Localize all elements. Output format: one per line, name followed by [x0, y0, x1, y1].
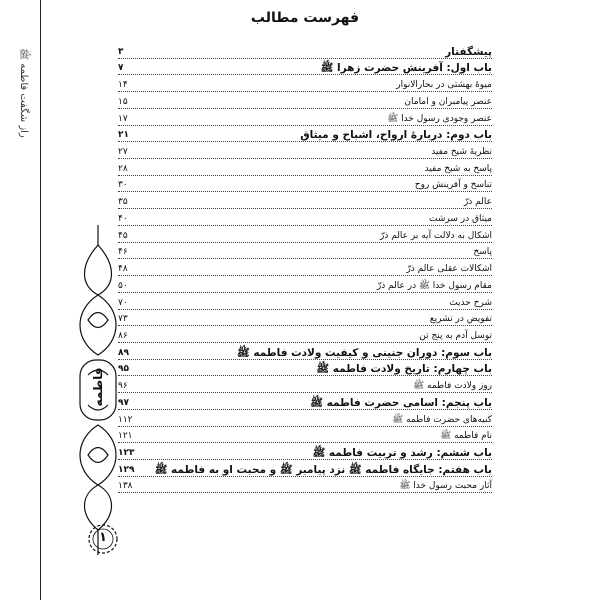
- toc-entry-title: نظریهٔ شیخ مفید: [431, 147, 492, 158]
- toc-entry-page: ۴۵: [118, 230, 128, 241]
- toc-entry-page: ۴۸: [118, 264, 128, 275]
- toc-entry-title: شرح حدیث: [449, 297, 492, 308]
- toc-entry-title: باب دوم: دربارهٔ ارواح، اشباح و میثاق: [300, 129, 492, 142]
- toc-entry: [118, 192, 492, 209]
- toc-entry-title: باب هفتم: جایگاه فاطمه ﷺ نزد پیامبر ﷺ و محبت او به فاطمه ﷺ: [154, 463, 492, 476]
- toc-entry-page: ۱۲۳: [118, 447, 135, 458]
- toc-entry-page: ۳: [118, 46, 124, 57]
- toc-entry: [118, 293, 492, 310]
- toc-entry-title: پیشگفتار: [445, 45, 492, 58]
- toc-entry: [118, 243, 492, 260]
- toc-entry: [118, 209, 492, 226]
- toc-entry-title: آثار محبت رسول خدا ﷺ: [399, 481, 492, 492]
- toc-entry: [118, 310, 492, 327]
- toc-entry-page: ۳۵: [118, 197, 128, 208]
- toc-entry: [118, 460, 492, 477]
- toc-entry: [118, 59, 492, 76]
- toc-entry-title: عنصر پیامبران و امامان: [404, 96, 492, 107]
- toc-entry: [118, 259, 492, 276]
- toc-entry-page: ۴۶: [118, 247, 128, 258]
- page-title: فهرست مطالب: [250, 10, 360, 26]
- toc-entry-page: ۱۳۸: [118, 481, 133, 492]
- toc-entry: [118, 376, 492, 393]
- toc-entry: [118, 142, 492, 159]
- toc-entry-page: ۸۶: [118, 330, 128, 341]
- toc-entry-page: ۹۷: [118, 397, 129, 408]
- toc-entry: [118, 410, 492, 427]
- toc-entry: [118, 176, 492, 193]
- toc-entry: [118, 159, 492, 176]
- toc-entry: [118, 427, 492, 444]
- toc-entry: [118, 42, 492, 59]
- toc-entry-page: ۱۵: [118, 96, 128, 107]
- toc-entry-page: ۸۹: [118, 347, 129, 358]
- toc-entry: [118, 343, 492, 360]
- toc-entry-page: ۱۲۹: [118, 464, 135, 475]
- toc-entry-page: ۱۲۱: [118, 431, 133, 442]
- toc-entry-title: باب ششم: رشد و تربیت فاطمه ﷺ: [312, 446, 492, 459]
- left-margin-rule: [40, 0, 41, 600]
- toc-entry-title: باب چهارم: تاریخ ولادت فاطمه ﷺ: [316, 363, 492, 376]
- page-number: ۱: [99, 530, 107, 545]
- toc-entry-page: ۵۰: [118, 280, 128, 291]
- toc-entry-title: پاسخ: [473, 247, 492, 258]
- ornament-calligraphy: فاطمه: [91, 367, 105, 407]
- toc-entry: [118, 360, 492, 377]
- toc-entry-page: ۴۰: [118, 213, 128, 224]
- toc-entry-page: ۱۱۲: [118, 414, 133, 425]
- page-number-badge: [86, 522, 120, 556]
- toc-entry-title: اشکال به دلالت آیه بر عالم ذرّ: [379, 230, 492, 241]
- toc-entry-page: ۲۱: [118, 130, 129, 141]
- toc-entry: [118, 393, 492, 410]
- toc-entry-page: ۹۵: [118, 364, 129, 375]
- toc-entry: [118, 75, 492, 92]
- toc-entry: [118, 126, 492, 143]
- toc-entry-title: اشکالات عقلی عالم ذرّ: [406, 264, 492, 275]
- toc-entry-title: میوهٔ بهشتی در بحارالانوار: [396, 80, 492, 91]
- toc-entry-title: باب سوم: دوران جنینی و کیفیت ولادت فاطمه ﷺ: [236, 346, 492, 359]
- toc-entry-title: عنصر وجودی رسول خدا ﷺ: [387, 113, 492, 124]
- toc-entry-title: باب اول: آفرینش حضرت زهرا ﷺ: [320, 62, 492, 75]
- toc-entry: [118, 326, 492, 343]
- toc-entry-title: کنیه‌های حضرت فاطمه ﷺ: [392, 414, 492, 425]
- toc-entry-page: ۲۷: [118, 147, 128, 158]
- toc-entry-title: تفویض در تشریع: [429, 314, 492, 325]
- toc-entry-title: تناسخ و آفرینش روح: [414, 180, 492, 191]
- toc-entry-title: نام فاطمه ﷺ: [440, 431, 492, 442]
- toc-entry-page: ۱۴: [118, 80, 128, 91]
- toc-entry-page: ۷۰: [118, 297, 128, 308]
- toc-entry-title: مقام رسول خدا ﷺ در عالم ذرّ: [376, 280, 492, 291]
- toc-entry-page: ۱۷: [118, 113, 128, 124]
- toc-entry-title: باب پنجم: اسامی حضرت فاطمه ﷺ: [310, 396, 492, 409]
- toc-entry-title: پاسخ به شیخ مفید: [424, 163, 492, 174]
- toc-entry-title: میثاق در سرشت: [429, 213, 492, 224]
- running-header-book-title: راز شگفت فاطمه ﷺ: [18, 48, 29, 138]
- toc-entry: [118, 276, 492, 293]
- toc-entry: [118, 109, 492, 126]
- toc-entry: [118, 443, 492, 460]
- toc-entry-page: ۷۳: [118, 314, 128, 325]
- toc-entry-page: ۳۰: [118, 180, 128, 191]
- toc-entry-title: روز ولادت فاطمه ﷺ: [413, 381, 492, 392]
- toc-entry-title: توسل آدم به پنج تن: [419, 330, 492, 341]
- toc-entry: [118, 226, 492, 243]
- toc-entry-title: عالم ذرّ: [463, 197, 492, 208]
- toc-entry: [118, 92, 492, 109]
- toc-entry: [118, 477, 492, 494]
- toc-entry-page: ۷: [118, 63, 124, 74]
- toc-entry-page: ۲۸: [118, 163, 128, 174]
- toc-entry-page: ۹۶: [118, 381, 128, 392]
- table-of-contents: [118, 42, 492, 493]
